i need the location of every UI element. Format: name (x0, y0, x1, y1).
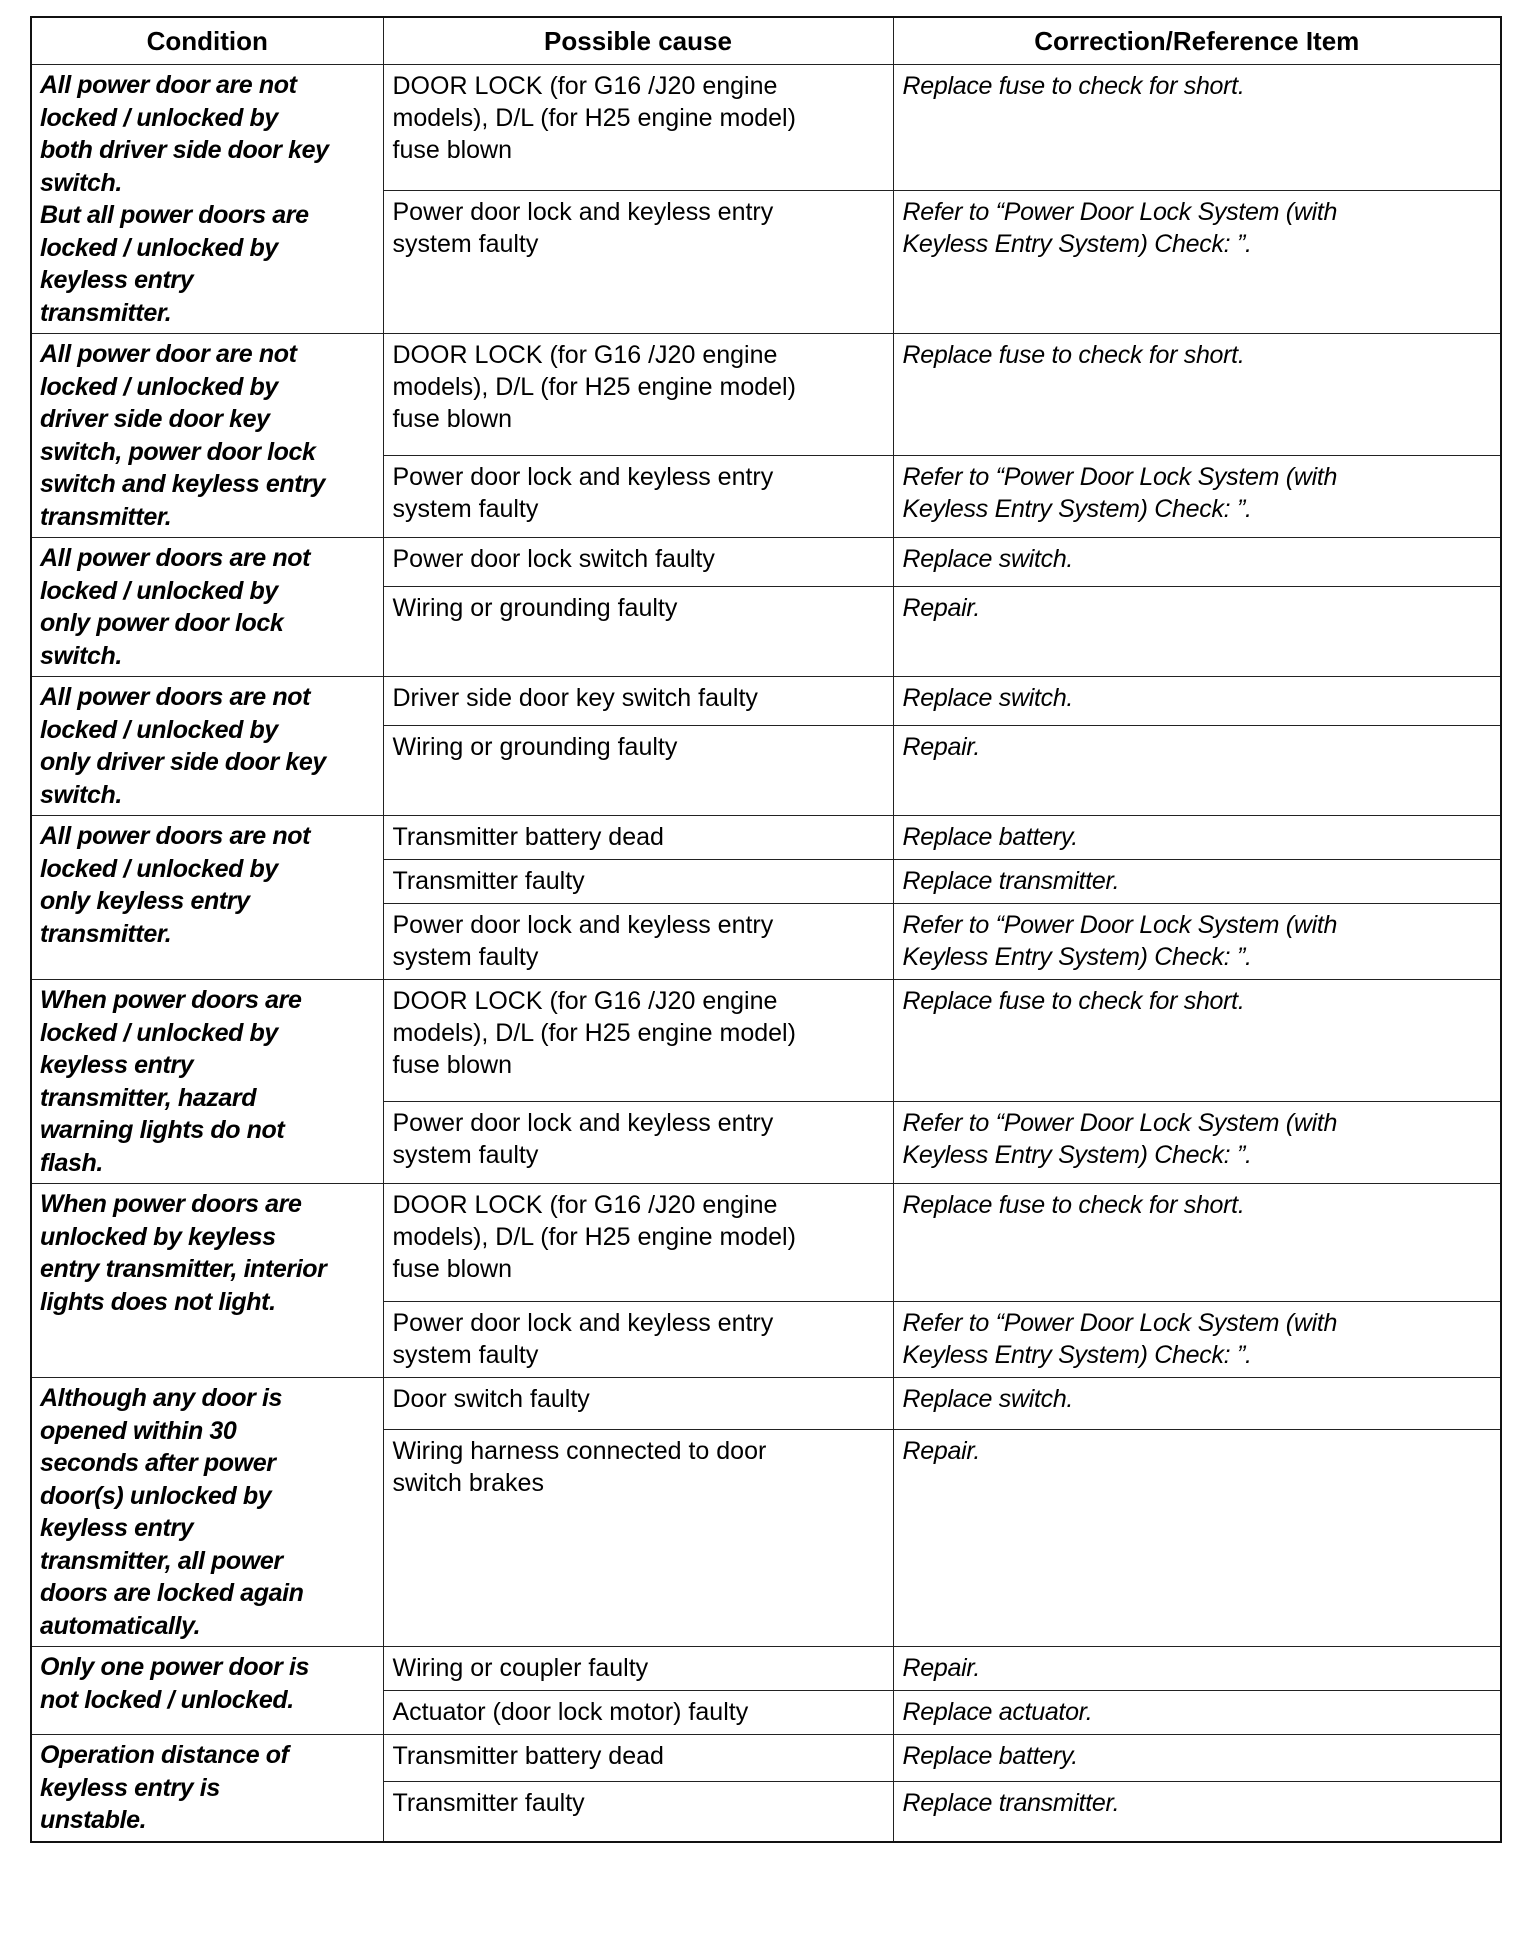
correction-line: Replace switch. (902, 1385, 1074, 1413)
condition-line: transmitter, all power (40, 1546, 283, 1575)
condition-line: switch. (40, 641, 122, 670)
correction-cell (893, 334, 1501, 456)
condition-line: lights does not light. (40, 1287, 276, 1316)
table-row (31, 65, 1501, 191)
correction-cell (893, 190, 1501, 333)
cause-line: Actuator (door lock motor) faulty (392, 1698, 749, 1726)
condition-line: transmitter. (40, 502, 172, 531)
correction-cell (893, 860, 1501, 904)
cause-line: fuse blown (392, 1051, 513, 1079)
condition-line: not locked / unlocked. (40, 1685, 294, 1714)
correction-line: Replace switch. (902, 545, 1074, 573)
condition-cell (31, 816, 383, 980)
condition-cell (31, 1184, 383, 1378)
cause-line: models), D/L (for H25 engine model) (392, 1223, 796, 1251)
correction-line: Replace fuse to check for short. (902, 341, 1245, 369)
cause-line: Power door lock and keyless entry (392, 1108, 774, 1137)
correction-cell (893, 1378, 1501, 1430)
correction-cell (893, 980, 1501, 1102)
cause-cell (383, 980, 893, 1102)
correction-line: Replace fuse to check for short. (902, 1191, 1245, 1219)
cause-cell (383, 1735, 893, 1782)
correction-cell (893, 816, 1501, 860)
cause-cell (383, 538, 893, 587)
correction-line: Replace battery. (902, 823, 1078, 851)
condition-line: keyless entry (40, 1051, 194, 1079)
condition-line: locked / unlocked by (40, 372, 278, 401)
cause-line: DOOR LOCK (for G16 /J20 engine (392, 341, 778, 369)
table-body (31, 65, 1501, 1842)
correction-line: Refer to “Power Door Lock System (with (902, 462, 1338, 491)
condition-cell (31, 1378, 383, 1647)
condition-line: switch and keyless entry (40, 470, 325, 498)
table-row (31, 1735, 1501, 1782)
cause-cell (383, 816, 893, 860)
cause-line: Power door lock switch faulty (392, 545, 715, 573)
condition-line: locked / unlocked by (40, 715, 278, 744)
correction-line: Repair. (902, 733, 981, 762)
condition-cell (31, 980, 383, 1184)
table-row (31, 677, 1501, 726)
troubleshooting-table (30, 16, 1502, 1843)
cause-line: DOOR LOCK (for G16 /J20 engine (392, 1191, 778, 1219)
correction-cell (893, 538, 1501, 587)
condition-line: locked / unlocked by (40, 854, 278, 883)
condition-cell (31, 334, 383, 538)
cause-line: Transmitter faulty (392, 1788, 585, 1817)
cause-line: Wiring harness connected to door (392, 1437, 767, 1466)
correction-line: Refer to “Power Door Lock System (with (902, 1108, 1338, 1137)
cause-line: fuse blown (392, 136, 513, 164)
table-row (31, 1378, 1501, 1430)
correction-cell (893, 1691, 1501, 1735)
cause-cell (383, 455, 893, 537)
condition-line: locked / unlocked by (40, 233, 278, 262)
cause-line: fuse blown (392, 405, 513, 433)
cause-line: system faulty (392, 494, 539, 523)
cause-line: Power door lock and keyless entry (392, 911, 774, 939)
condition-line: switch, power door lock (40, 437, 316, 466)
correction-line: Refer to “Power Door Lock System (with (902, 197, 1338, 226)
condition-line: locked / unlocked by (40, 576, 278, 605)
cause-cell (383, 904, 893, 980)
cause-line: system faulty (392, 943, 539, 971)
condition-line: only power door lock (40, 609, 284, 637)
correction-cell (893, 677, 1501, 726)
cause-line: DOOR LOCK (for G16 /J20 engine (392, 72, 778, 100)
cause-cell (383, 1430, 893, 1647)
troubleshooting-sheet (30, 16, 1500, 1843)
correction-line: Keyless Entry System) Check: ”. (902, 494, 1252, 523)
cause-cell (383, 587, 893, 677)
cause-cell (383, 677, 893, 726)
cause-line: Power door lock and keyless entry (392, 462, 774, 491)
correction-cell (893, 1430, 1501, 1647)
condition-cell (31, 677, 383, 816)
correction-cell (893, 65, 1501, 191)
cause-cell (383, 1378, 893, 1430)
condition-cell (31, 65, 383, 334)
correction-line: Keyless Entry System) Check: ”. (902, 229, 1252, 258)
correction-line: Replace transmitter. (902, 867, 1120, 895)
table-row (31, 334, 1501, 456)
correction-cell (893, 1647, 1501, 1691)
condition-line: All power doors are not (40, 544, 310, 572)
correction-cell (893, 455, 1501, 537)
condition-line: unstable. (40, 1806, 147, 1834)
condition-line: entry transmitter, interior (40, 1255, 327, 1283)
correction-cell (893, 587, 1501, 677)
table-row (31, 538, 1501, 587)
correction-line: Replace actuator. (902, 1698, 1093, 1726)
condition-line: All power doors are not (40, 683, 310, 711)
condition-line: locked / unlocked by (40, 103, 278, 132)
condition-line: keyless entry (40, 1514, 194, 1542)
header-row (31, 17, 1501, 65)
cause-line: models), D/L (for H25 engine model) (392, 104, 796, 132)
condition-line: door(s) unlocked by (40, 1481, 272, 1510)
condition-cell (31, 1735, 383, 1842)
cause-line: Power door lock and keyless entry (392, 1309, 774, 1337)
condition-line: unlocked by keyless (40, 1222, 276, 1251)
header-condition: Condition (31, 17, 383, 65)
condition-line: locked / unlocked by (40, 1018, 278, 1047)
correction-line: Replace battery. (902, 1742, 1078, 1770)
cause-line: system faulty (392, 229, 539, 258)
cause-cell (383, 1647, 893, 1691)
cause-line: models), D/L (for H25 engine model) (392, 1019, 796, 1047)
correction-line: Repair. (902, 1654, 981, 1682)
cause-line: Door switch faulty (392, 1385, 590, 1413)
cause-line: Transmitter faulty (392, 867, 585, 895)
correction-line: Replace switch. (902, 684, 1074, 712)
cause-cell (383, 1691, 893, 1735)
correction-line: Keyless Entry System) Check: ”. (902, 943, 1252, 971)
condition-line: Although any door is (40, 1384, 282, 1412)
cause-line: Transmitter battery dead (392, 823, 664, 851)
condition-line: transmitter, hazard (40, 1083, 257, 1112)
cause-cell (383, 65, 893, 191)
correction-cell (893, 1101, 1501, 1183)
cause-line: fuse blown (392, 1255, 513, 1283)
table-row (31, 980, 1501, 1102)
header-correction: Correction/Reference Item (893, 17, 1501, 65)
cause-line: switch brakes (392, 1469, 544, 1498)
correction-line: Replace transmitter. (902, 1788, 1120, 1817)
cause-line: system faulty (392, 1341, 539, 1369)
condition-line: All power door are not (40, 340, 297, 368)
condition-line: keyless entry is (40, 1773, 220, 1802)
correction-cell (893, 1735, 1501, 1782)
condition-cell (31, 538, 383, 677)
correction-line: Repair. (902, 1437, 981, 1466)
cause-cell (383, 334, 893, 456)
condition-line: automatically. (40, 1611, 201, 1640)
condition-line: All power doors are not (40, 822, 310, 850)
correction-line: Keyless Entry System) Check: ”. (902, 1140, 1252, 1169)
cause-line: system faulty (392, 1140, 539, 1169)
cause-cell (383, 860, 893, 904)
condition-line: flash. (40, 1148, 103, 1177)
cause-cell (383, 726, 893, 816)
condition-line: switch. (40, 780, 122, 809)
condition-line: switch. (40, 168, 122, 197)
correction-cell (893, 1781, 1501, 1841)
condition-line: both driver side door key (40, 136, 329, 164)
correction-line: Refer to “Power Door Lock System (with (902, 1309, 1338, 1337)
condition-line: driver side door key (40, 405, 270, 433)
cause-line: Wiring or grounding faulty (392, 733, 678, 762)
cause-cell (383, 1781, 893, 1841)
cause-line: DOOR LOCK (for G16 /J20 engine (392, 987, 778, 1015)
correction-line: Repair. (902, 594, 981, 623)
correction-cell (893, 904, 1501, 980)
header-possible-cause: Possible cause (383, 17, 893, 65)
cause-cell (383, 190, 893, 333)
condition-cell (31, 1647, 383, 1735)
table-row (31, 816, 1501, 860)
table-row (31, 1184, 1501, 1302)
cause-line: models), D/L (for H25 engine model) (392, 373, 796, 401)
condition-line: But all power doors are (40, 201, 309, 229)
correction-line: Keyless Entry System) Check: ”. (902, 1341, 1252, 1369)
condition-line: only driver side door key (40, 748, 326, 776)
correction-cell (893, 1302, 1501, 1378)
correction-line: Replace fuse to check for short. (902, 987, 1245, 1015)
condition-line: transmitter. (40, 919, 172, 948)
correction-line: Refer to “Power Door Lock System (with (902, 911, 1338, 939)
condition-line: opened within 30 (40, 1416, 237, 1445)
cause-cell (383, 1101, 893, 1183)
condition-line: All power door are not (40, 71, 297, 99)
correction-line: Replace fuse to check for short. (902, 72, 1245, 100)
table-row (31, 1647, 1501, 1691)
cause-line: Transmitter battery dead (392, 1742, 664, 1770)
condition-line: When power doors are (40, 986, 302, 1014)
condition-line: doors are locked again (40, 1579, 304, 1607)
condition-line: When power doors are (40, 1190, 302, 1218)
cause-line: Power door lock and keyless entry (392, 197, 774, 226)
condition-line: keyless entry (40, 266, 194, 294)
cause-cell (383, 1184, 893, 1302)
condition-line: transmitter. (40, 298, 172, 327)
cause-line: Wiring or coupler faulty (392, 1654, 649, 1682)
cause-line: Driver side door key switch faulty (392, 684, 758, 712)
cause-cell (383, 1302, 893, 1378)
condition-line: warning lights do not (40, 1116, 285, 1144)
correction-cell (893, 1184, 1501, 1302)
condition-line: Only one power door is (40, 1653, 310, 1681)
condition-line: only keyless entry (40, 887, 250, 915)
cause-line: Wiring or grounding faulty (392, 594, 678, 623)
correction-cell (893, 726, 1501, 816)
condition-line: seconds after power (40, 1449, 276, 1477)
condition-line: Operation distance of (40, 1741, 289, 1769)
